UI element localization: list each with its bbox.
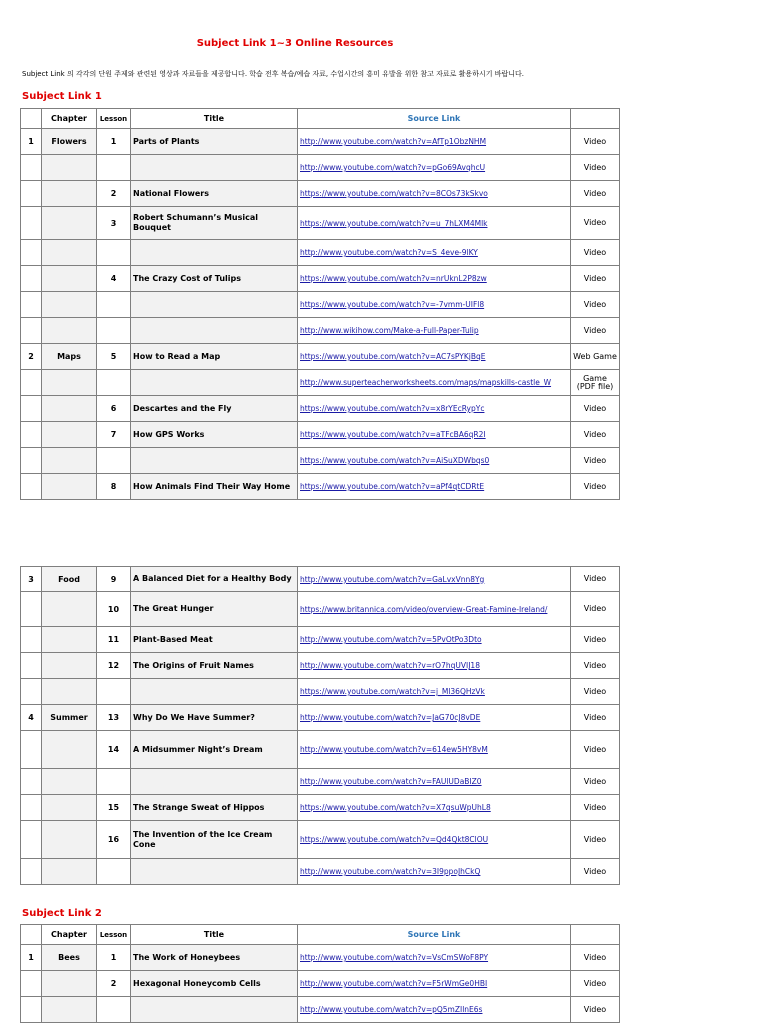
- chapter-number: 3: [21, 567, 42, 592]
- chapter-number: [21, 769, 42, 795]
- source-link-cell: [298, 592, 571, 627]
- chapter-name: [42, 318, 97, 344]
- source-link-cell: [298, 370, 571, 396]
- header-title: Title: [131, 925, 298, 945]
- source-link[interactable]: https://www.youtube.com/watch?v=AiSuXDWbqs0: [300, 456, 490, 465]
- chapter-name: [42, 795, 97, 821]
- lesson-number: 8: [97, 474, 131, 500]
- table-header-row: [21, 109, 620, 129]
- chapter-name: Food: [42, 567, 97, 592]
- table-row: [21, 653, 620, 679]
- table-row: [21, 705, 620, 731]
- source-link[interactable]: http://www.youtube.com/watch?v=FAUlUDaBIZ0: [300, 777, 482, 786]
- resource-table-subject-link-2: [20, 924, 620, 1023]
- chapter-name: [42, 448, 97, 474]
- lesson-number: [97, 370, 131, 396]
- resource-type: Video: [571, 129, 620, 155]
- table-row: [21, 370, 620, 396]
- resource-type: Video: [571, 705, 620, 731]
- chapter-name: [42, 292, 97, 318]
- chapter-name: [42, 653, 97, 679]
- table-row: [21, 155, 620, 181]
- source-link[interactable]: https://www.youtube.com/watch?v=aTFcBA6qR2I: [300, 430, 486, 439]
- lesson-number: [97, 769, 131, 795]
- chapter-number: [21, 821, 42, 859]
- source-link-cell: [298, 448, 571, 474]
- table-row: [21, 567, 620, 592]
- chapter-number: [21, 370, 42, 396]
- source-link-cell: [298, 318, 571, 344]
- lesson-title: National Flowers: [131, 181, 298, 207]
- header-chapter: Chapter: [42, 925, 97, 945]
- chapter-number: [21, 292, 42, 318]
- resource-type: Video: [571, 653, 620, 679]
- lesson-title: The Invention of the Ice Cream Cone: [131, 821, 298, 859]
- chapter-number: [21, 679, 42, 705]
- source-link[interactable]: https://www.youtube.com/watch?v=-7vmm-UIFl8: [300, 300, 485, 309]
- lesson-number: [97, 318, 131, 344]
- resource-type: Video: [571, 396, 620, 422]
- source-link[interactable]: http://www.youtube.com/watch?v=S_4eve-9lKY: [300, 248, 478, 257]
- section-title-subject-link-2: Subject Link 2: [22, 908, 102, 919]
- source-link-cell: [298, 344, 571, 370]
- lesson-title: [131, 370, 298, 396]
- chapter-name: [42, 422, 97, 448]
- lesson-number: [97, 448, 131, 474]
- chapter-name: [42, 627, 97, 653]
- lesson-title: Robert Schumann’s Musical Bouquet: [131, 207, 298, 240]
- lesson-number: 11: [97, 627, 131, 653]
- resource-type: Video: [571, 266, 620, 292]
- lesson-title: [131, 292, 298, 318]
- source-link[interactable]: https://www.youtube.com/watch?v=j_Ml36QHzVk: [300, 687, 485, 696]
- lesson-title: The Great Hunger: [131, 592, 298, 627]
- resource-type: Game (PDF file): [571, 370, 620, 396]
- source-link[interactable]: https://www.youtube.com/watch?v=x8rYEcRypYc: [300, 404, 485, 413]
- source-link[interactable]: http://www.youtube.com/watch?v=614ew5HY8vM: [300, 745, 488, 754]
- source-link-cell: [298, 181, 571, 207]
- lesson-number: [97, 240, 131, 266]
- lesson-title: Descartes and the Fly: [131, 396, 298, 422]
- source-link[interactable]: http://www.wikihow.com/Make-a-Full-Paper-Tulip: [300, 326, 479, 335]
- resource-table-subject-link-1: [20, 108, 620, 500]
- chapter-number: [21, 627, 42, 653]
- lesson-number: [97, 292, 131, 318]
- table-row: [21, 627, 620, 653]
- page-title: Subject Link 1~3 Online Resources: [196, 38, 394, 49]
- lesson-number: 1: [97, 129, 131, 155]
- lesson-number: 14: [97, 731, 131, 769]
- chapter-number: [21, 240, 42, 266]
- resource-type: Video: [571, 448, 620, 474]
- resource-type: Video: [571, 292, 620, 318]
- source-link[interactable]: http://www.youtube.com/watch?v=pGo69AvqhcU: [300, 163, 486, 172]
- lesson-title: [131, 318, 298, 344]
- resource-type: Video: [571, 474, 620, 500]
- source-link-cell: [298, 795, 571, 821]
- source-link-cell: [298, 859, 571, 885]
- source-link-cell: [298, 567, 571, 592]
- table-row: [21, 448, 620, 474]
- resource-type: Video: [571, 155, 620, 181]
- source-link[interactable]: http://www.youtube.com/watch?v=JaG70cJ8vDE: [300, 713, 481, 722]
- table-row: [21, 474, 620, 500]
- lesson-number: 12: [97, 653, 131, 679]
- section-title-subject-link-1: Subject Link 1: [22, 91, 102, 102]
- header-chapter: Chapter: [42, 109, 97, 129]
- resource-type: Video: [571, 769, 620, 795]
- table-row: [21, 129, 620, 155]
- table-row: [21, 592, 620, 627]
- lesson-number: 9: [97, 567, 131, 592]
- source-link[interactable]: https://www.youtube.com/watch?v=X7qsuWpUhL8: [300, 803, 491, 812]
- chapter-number: 2: [21, 344, 42, 370]
- source-link-cell: [298, 422, 571, 448]
- table-row: [21, 821, 620, 859]
- source-link-cell: [298, 705, 571, 731]
- table-row: [21, 945, 620, 971]
- table-row: [21, 292, 620, 318]
- lesson-title: How Animals Find Their Way Home: [131, 474, 298, 500]
- source-link-cell: [298, 997, 571, 1023]
- lesson-number: 5: [97, 344, 131, 370]
- header-no: [21, 925, 42, 945]
- chapter-name: [42, 207, 97, 240]
- source-link[interactable]: https://www.youtube.com/watch?v=nrUknL2P8zw: [300, 274, 487, 283]
- lesson-title: [131, 679, 298, 705]
- resource-type: Video: [571, 567, 620, 592]
- source-link-cell: [298, 731, 571, 769]
- lesson-number: 13: [97, 705, 131, 731]
- table-header-row: [21, 925, 620, 945]
- lesson-title: [131, 448, 298, 474]
- table-row: [21, 344, 620, 370]
- header-lesson: Lesson: [97, 925, 131, 945]
- lesson-number: [97, 859, 131, 885]
- source-link-cell: [298, 129, 571, 155]
- chapter-number: [21, 859, 42, 885]
- chapter-name: [42, 769, 97, 795]
- chapter-number: [21, 318, 42, 344]
- lesson-number: 6: [97, 396, 131, 422]
- chapter-number: [21, 731, 42, 769]
- lesson-title: How GPS Works: [131, 422, 298, 448]
- lesson-number: 16: [97, 821, 131, 859]
- source-link[interactable]: http://www.youtube.com/watch?v=GaLvxVnn8Yg: [300, 574, 485, 584]
- table-row: [21, 422, 620, 448]
- lesson-number: [97, 679, 131, 705]
- chapter-name: [42, 859, 97, 885]
- chapter-name: [42, 997, 97, 1023]
- chapter-name: [42, 396, 97, 422]
- lesson-title: Parts of Plants: [131, 129, 298, 155]
- header-type: [571, 925, 620, 945]
- resource-type: Video: [571, 945, 620, 971]
- lesson-title: [131, 155, 298, 181]
- lesson-title: [131, 240, 298, 266]
- table-row: [21, 266, 620, 292]
- header-no: [21, 109, 42, 129]
- chapter-name: [42, 474, 97, 500]
- header-source-link: Source Link: [298, 109, 571, 129]
- resource-type: Video: [571, 821, 620, 859]
- chapter-number: [21, 474, 42, 500]
- lesson-title: [131, 769, 298, 795]
- resource-type: Web Game: [571, 344, 620, 370]
- chapter-number: 1: [21, 129, 42, 155]
- chapter-number: [21, 155, 42, 181]
- resource-type: Video: [571, 318, 620, 344]
- source-link[interactable]: http://www.youtube.com/watch?v=pQ5mZIlnE6s: [300, 1005, 483, 1014]
- lesson-number: 2: [97, 181, 131, 207]
- chapter-number: 1: [21, 945, 42, 971]
- chapter-number: [21, 396, 42, 422]
- lesson-number: 15: [97, 795, 131, 821]
- chapter-name: [42, 266, 97, 292]
- lesson-title: [131, 997, 298, 1023]
- source-link-cell: [298, 396, 571, 422]
- source-link-cell: [298, 207, 571, 240]
- source-link-cell: [298, 627, 571, 653]
- lesson-title: The Work of Honeybees: [131, 945, 298, 971]
- resource-type: Video: [571, 592, 620, 627]
- chapter-number: [21, 207, 42, 240]
- chapter-number: [21, 971, 42, 997]
- source-link[interactable]: https://www.youtube.com/watch?v=AC7sPYKjBqE: [300, 352, 486, 361]
- chapter-name: [42, 181, 97, 207]
- lesson-number: 2: [97, 971, 131, 997]
- header-source-link: Source Link: [298, 925, 571, 945]
- table-row: [21, 679, 620, 705]
- lesson-title: Plant-Based Meat: [131, 627, 298, 653]
- source-link[interactable]: https://www.youtube.com/watch?v=8COs73kSkvo: [300, 189, 488, 198]
- table-row: [21, 318, 620, 344]
- chapter-name: Flowers: [42, 129, 97, 155]
- source-link[interactable]: https://www.youtube.com/watch?v=Qd4Qkt8ClOU: [300, 835, 489, 844]
- table-row: [21, 859, 620, 885]
- lesson-title: The Crazy Cost of Tulips: [131, 266, 298, 292]
- chapter-name: [42, 155, 97, 181]
- chapter-name: [42, 971, 97, 997]
- chapter-number: [21, 592, 42, 627]
- chapter-number: [21, 266, 42, 292]
- resource-type: Video: [571, 679, 620, 705]
- resource-type: Video: [571, 971, 620, 997]
- resource-type: Video: [571, 627, 620, 653]
- source-link-cell: [298, 266, 571, 292]
- resource-type: Video: [571, 795, 620, 821]
- table-row: [21, 997, 620, 1023]
- source-link[interactable]: http://www.youtube.com/watch?v=F5rWmGe0HBI: [300, 979, 488, 988]
- chapter-name: [42, 821, 97, 859]
- lesson-number: [97, 155, 131, 181]
- source-link-cell: [298, 945, 571, 971]
- table-row: [21, 795, 620, 821]
- source-link[interactable]: https://www.youtube.com/watch?v=u_7hLXM4Mlk: [300, 218, 488, 228]
- source-link[interactable]: http://www.superteacherworksheets.com/maps/mapskills-castle_W: [300, 378, 552, 387]
- resource-type: Video: [571, 422, 620, 448]
- chapter-name: Summer: [42, 705, 97, 731]
- source-link-cell: [298, 769, 571, 795]
- source-link-cell: [298, 292, 571, 318]
- chapter-name: [42, 370, 97, 396]
- source-link-cell: [298, 474, 571, 500]
- table-row: [21, 769, 620, 795]
- chapter-name: [42, 679, 97, 705]
- resource-table-subject-link-1-cont: [20, 566, 620, 885]
- lesson-number: 7: [97, 422, 131, 448]
- chapter-name: Maps: [42, 344, 97, 370]
- lesson-title: Why Do We Have Summer?: [131, 705, 298, 731]
- source-link[interactable]: http://www.youtube.com/watch?v=3I9ppoJhCkQ: [300, 867, 481, 876]
- source-link-cell: [298, 821, 571, 859]
- header-lesson: Lesson: [97, 109, 131, 129]
- source-link[interactable]: http://www.youtube.com/watch?v=5PvOtPo3Dto: [300, 635, 482, 644]
- chapter-number: [21, 997, 42, 1023]
- table-row: [21, 240, 620, 266]
- source-link[interactable]: https://www.britannica.com/video/overview-Great-Famine-Ireland/: [300, 604, 548, 614]
- lesson-title: The Origins of Fruit Names: [131, 653, 298, 679]
- lesson-title: Hexagonal Honeycomb Cells: [131, 971, 298, 997]
- source-link[interactable]: http://www.youtube.com/watch?v=AfTp1ObzNHM: [300, 137, 487, 146]
- lesson-title: A Midsummer Night’s Dream: [131, 731, 298, 769]
- source-link[interactable]: http://www.youtube.com/watch?v=VsCmSWoF8PY: [300, 953, 489, 962]
- source-link-cell: [298, 240, 571, 266]
- chapter-number: [21, 181, 42, 207]
- resource-type: Video: [571, 240, 620, 266]
- chapter-number: [21, 795, 42, 821]
- header-type: [571, 109, 620, 129]
- resource-type: Video: [571, 207, 620, 240]
- lesson-number: 10: [97, 592, 131, 627]
- lesson-number: [97, 997, 131, 1023]
- source-link-cell: [298, 653, 571, 679]
- source-link[interactable]: https://www.youtube.com/watch?v=aPf4qtCDRtE: [300, 482, 485, 491]
- chapter-name: [42, 240, 97, 266]
- lesson-number: 3: [97, 207, 131, 240]
- resource-type: Video: [571, 181, 620, 207]
- table-row: [21, 971, 620, 997]
- chapter-number: 4: [21, 705, 42, 731]
- lesson-title: The Strange Sweat of Hippos: [131, 795, 298, 821]
- chapter-number: [21, 422, 42, 448]
- resource-type: Video: [571, 997, 620, 1023]
- lesson-title: A Balanced Diet for a Healthy Body: [131, 567, 298, 592]
- source-link[interactable]: http://www.youtube.com/watch?v=rO7hqUVIJ18: [300, 661, 480, 670]
- resource-type: Video: [571, 859, 620, 885]
- chapter-name: [42, 592, 97, 627]
- source-link-cell: [298, 971, 571, 997]
- source-link-cell: [298, 679, 571, 705]
- intro-text: Subject Link 의 각각의 단원 주제와 관련된 영상과 자료들을 제공합니다. 학습 전후 복습/예습 자료, 수업시간의 흥미 유발을 위한 참고 자료로 활용하시기 바랍니다.: [22, 70, 524, 78]
- header-title: Title: [131, 109, 298, 129]
- source-link-cell: [298, 155, 571, 181]
- chapter-number: [21, 653, 42, 679]
- lesson-number: 1: [97, 945, 131, 971]
- resource-type: Video: [571, 731, 620, 769]
- lesson-number: 4: [97, 266, 131, 292]
- lesson-title: [131, 859, 298, 885]
- chapter-name: [42, 731, 97, 769]
- table-row: [21, 396, 620, 422]
- table-row: [21, 731, 620, 769]
- chapter-number: [21, 448, 42, 474]
- table-row: [21, 207, 620, 240]
- lesson-title: How to Read a Map: [131, 344, 298, 370]
- chapter-name: Bees: [42, 945, 97, 971]
- table-row: [21, 181, 620, 207]
